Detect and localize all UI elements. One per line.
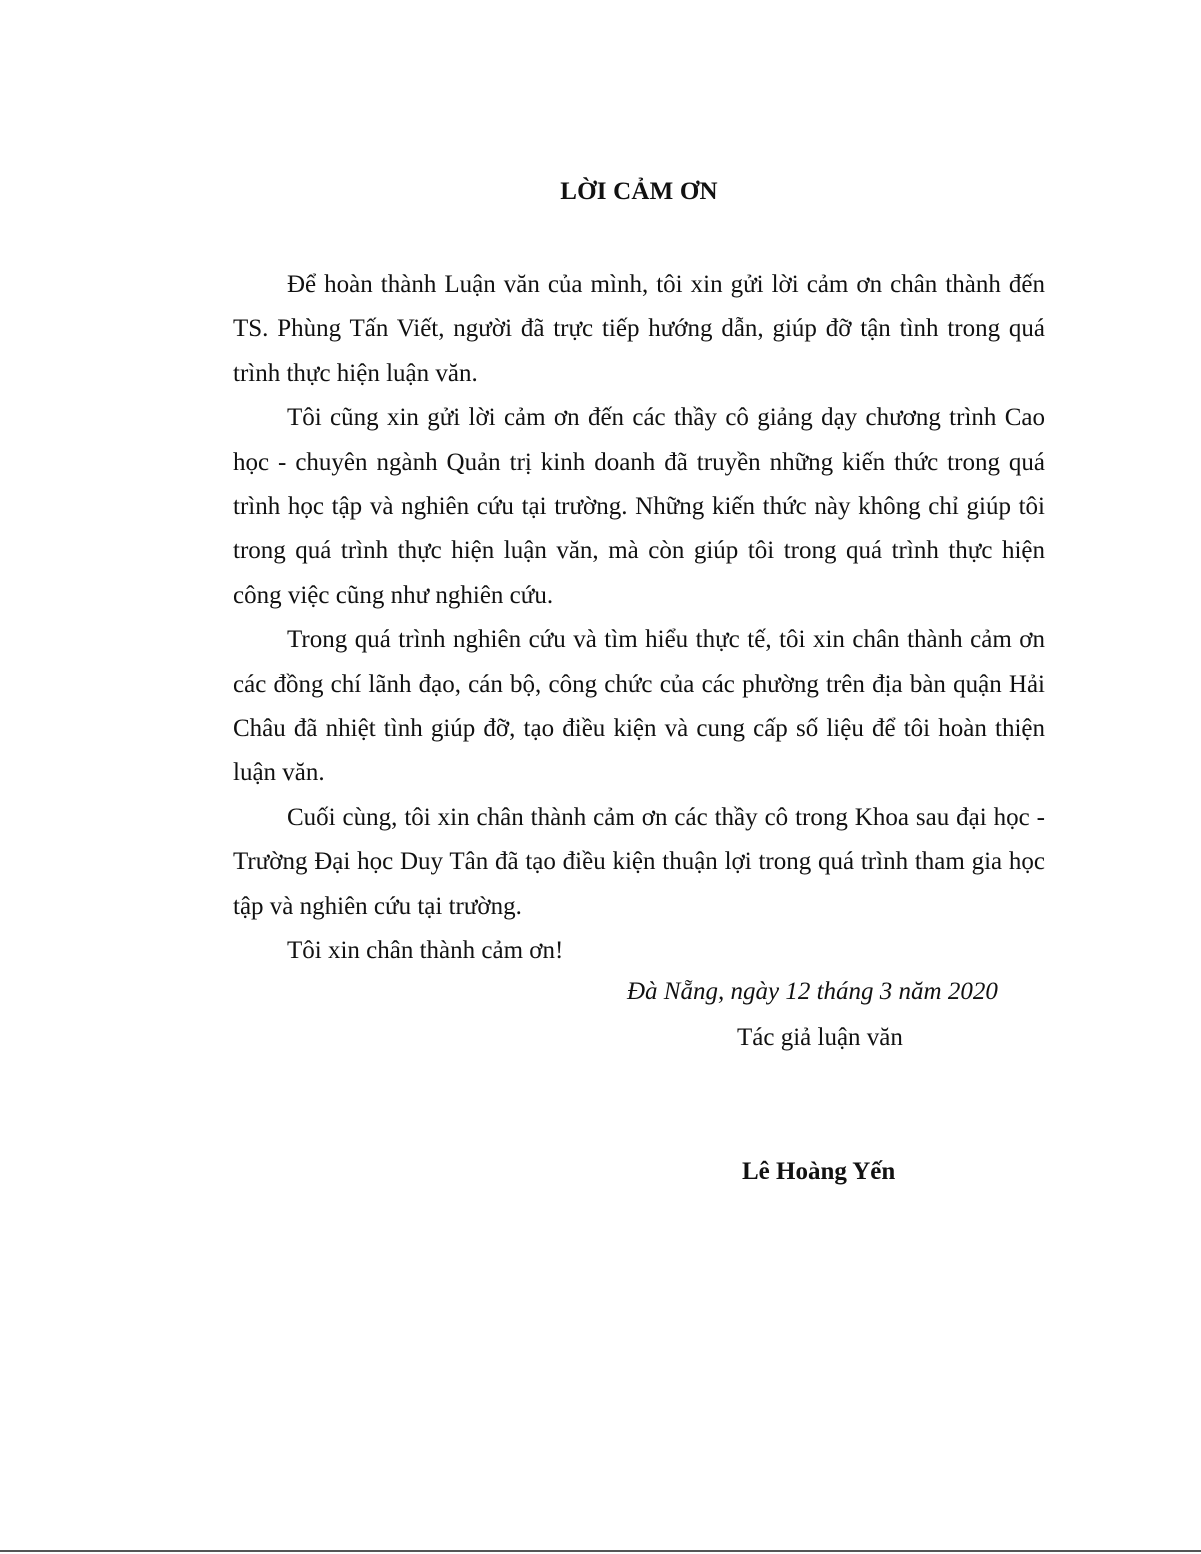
acknowledgement-body (233, 263, 1045, 974)
closing-line: Tôi xin chân thành cảm ơn! (287, 937, 564, 965)
page-title: LỜI CẢM ƠN (560, 178, 718, 205)
paragraph: Để hoàn thành Luận văn của mình, tôi xin gửi lời cảm ơn chân thành đến TS. Phùng Tấn Viết, người đã trực tiếp hướng dẫn, giúp đỡ tận tình trong quá trình thực hiện luận văn. (233, 271, 1045, 387)
paragraph: Tôi cũng xin gửi lời cảm ơn đến các thầy cô giảng dạy chương trình Cao học - chuyên ngành Quản trị kinh doanh đã truyền những kiến thức trong quá trình học tập và nghiên cứu tại trường. Những kiến thức này không chỉ giúp tôi trong quá trình thực hiện luận văn, mà còn giúp tôi trong quá trình thực hiện công việc cũng như nghiên cứu. (233, 404, 1045, 609)
author-name: Lê Hoàng Yến (742, 1158, 896, 1185)
paragraph: Trong quá trình nghiên cứu và tìm hiểu thực tế, tôi xin chân thành cảm ơn các đồng chí lãnh đạo, cán bộ, công chức của các phường trên địa bàn quận Hải Châu đã nhiệt tình giúp đỡ, tạo điều kiện và cung cấp số liệu để tôi hoàn thiện luận văn. (233, 626, 1045, 787)
author-role: Tác giả luận văn (737, 1024, 903, 1051)
page-bottom-border (0, 1550, 1201, 1552)
paragraph: Cuối cùng, tôi xin chân thành cảm ơn các thầy cô trong Khoa sau đại học - Trường Đại học Duy Tân đã tạo điều kiện thuận lợi trong quá trình tham gia học tập và nghiên cứu tại trường. (233, 803, 1045, 920)
place-date: Đà Nẵng, ngày 12 tháng 3 năm 2020 (627, 978, 998, 1005)
